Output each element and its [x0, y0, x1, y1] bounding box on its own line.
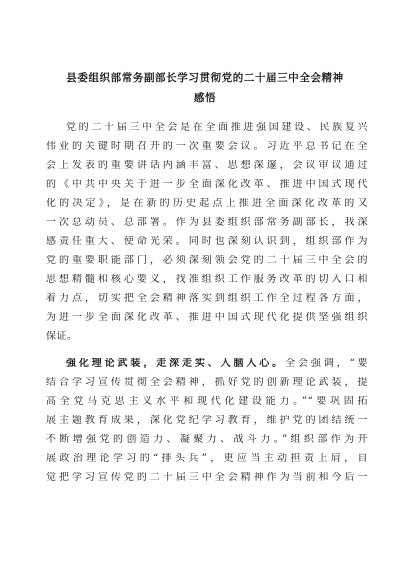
text-line: 不断增强党的创造力、凝聚力、战斗力。”组织部作为开 [46, 434, 368, 445]
text-line: 党的重要职能部门，必须深刻领会党的二十届三中全会的 [46, 255, 368, 266]
title-line-1: 县委组织部常务副部长学习贯彻党的二十届三中全会精神 [66, 72, 344, 84]
text-line: 化的决定》，是在新的历史起点上推进全面深化改革的又 [46, 198, 368, 209]
document-title [40, 68, 370, 108]
text-line: 结合学习宣传贯彻全会精神，抓好党的创新理论武装，提 [46, 377, 368, 388]
text-line: 感责任重大、使命光荣。同时也深刻认识到，组织部作为 [46, 236, 368, 247]
text-line: 伟业的关键时期召开的一次重要会议。习近平总书记在全 [46, 141, 368, 152]
text-line [46, 358, 368, 370]
lead-continuation: 全会强调，“要 [285, 358, 368, 369]
text-line: 展主题教育成果，深化党纪学习教育，维护党的团结统一 [46, 415, 368, 426]
section-lead: 强化理论武装，走深走实、入脑入心。 [66, 358, 286, 369]
text-line: 思想精髓和核心要义，找准组织工作服务改革的切入口和 [46, 274, 368, 285]
text-line: 为进一步全面深化改革、推进中国式现代化提供坚强组织 [46, 312, 368, 323]
text-line: 觉把学习宣传党的二十届三中全会精神作为当前和今后一 [46, 472, 368, 483]
text-line: 党的二十届三中全会是在全面推进强国建设、民族复兴 [66, 122, 368, 133]
text-line: 会上发表的重要讲话内涵丰富、思想深邃，会议审议通过 [46, 160, 368, 171]
text-line: 保证。 [46, 331, 78, 342]
text-line: 高全党马克思主义水平和现代化建设能力。”“要巩固拓 [46, 396, 368, 407]
text-line: 的《中共中央关于进一步全面深化改革、推进中国式现代 [46, 179, 368, 190]
text-line: 展政治理论学习的“排头兵”，更应当主动担责上肩，自 [46, 453, 368, 464]
text-line: 着力点，切实把全会精神落实到组织工作全过程各方面， [46, 293, 368, 304]
text-line: 一次总动员、总部署。作为县委组织部常务副部长，我深 [46, 217, 368, 228]
title-line-2: 感悟 [193, 92, 217, 104]
